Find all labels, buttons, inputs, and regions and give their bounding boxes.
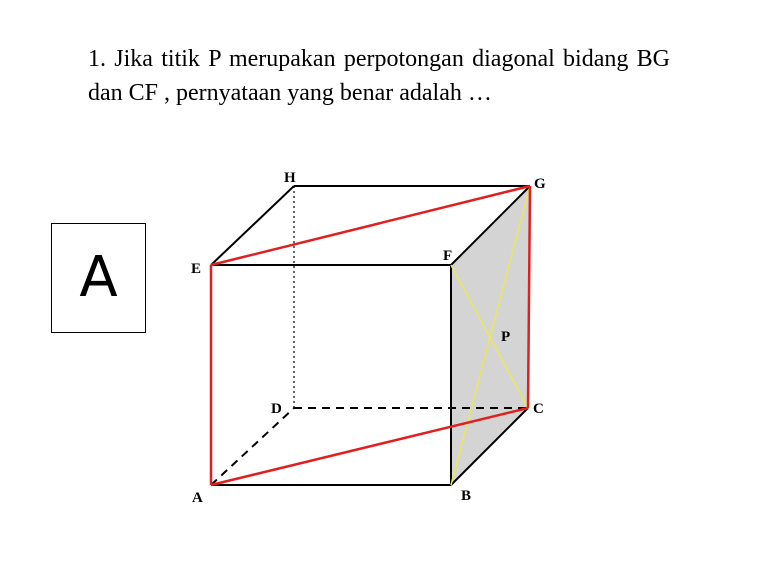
label-b: B: [461, 488, 472, 504]
label-h: H: [284, 170, 296, 186]
answer-option-letter: A: [79, 245, 118, 310]
label-p: P: [501, 329, 511, 345]
label-e: E: [191, 261, 202, 277]
edge-hidden-ad: [211, 408, 294, 485]
label-a: A: [192, 490, 203, 506]
label-f: F: [443, 248, 453, 264]
label-d: D: [271, 401, 282, 417]
edge-eh: [211, 186, 294, 265]
label-c: C: [533, 401, 544, 417]
question-text: 1. Jika titik P merupakan perpotongan diagonal bidang BG dan CF , pernyataan yang benar adalah …: [88, 46, 670, 106]
label-g: G: [534, 176, 546, 192]
